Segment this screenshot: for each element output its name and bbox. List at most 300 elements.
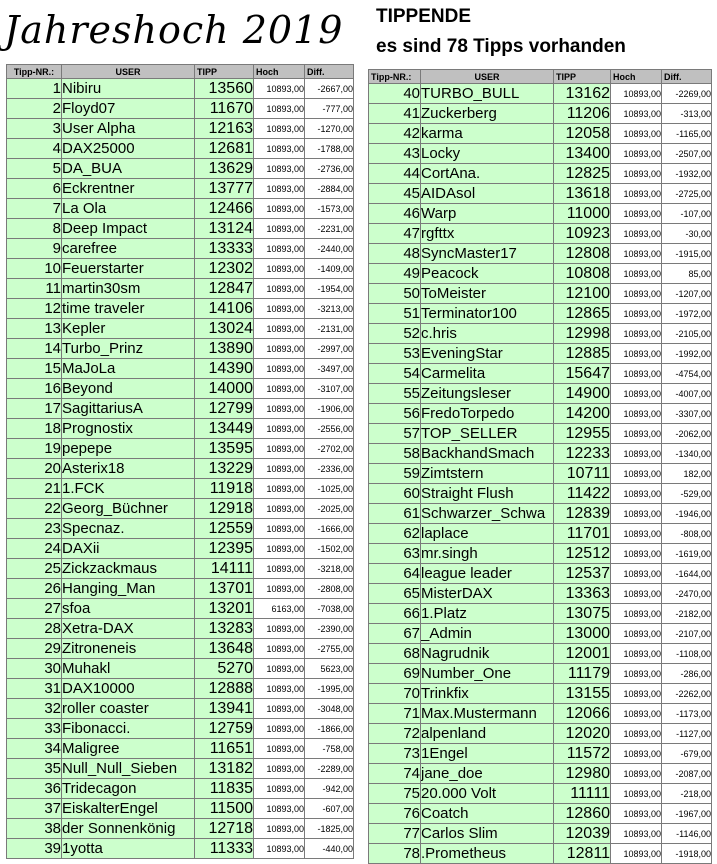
diff-cell: -1967,00 [662,804,712,824]
table-row [7,819,354,839]
user-cell: Nagrudnik [421,644,554,664]
tipp-nr-cell: 12 [7,299,62,319]
tipp-nr-cell: 19 [7,439,62,459]
user-cell: _Admin [421,624,554,644]
hoch-cell: 10893,00 [254,439,305,459]
table-row [369,264,712,284]
diff-cell: -2755,00 [305,639,354,659]
tipp-nr-cell: 11 [7,279,62,299]
tipp-cell: 12466 [195,199,254,219]
tipp-cell: 13229 [195,459,254,479]
tipp-cell: 12888 [195,679,254,699]
tipp-nr-cell: 51 [369,304,421,324]
table-row [7,79,354,99]
user-cell: Warp [421,204,554,224]
hoch-cell: 10893,00 [611,344,662,364]
hoch-cell: 10893,00 [611,584,662,604]
diff-cell: -2470,00 [662,584,712,604]
user-cell: Hanging_Man [62,579,195,599]
tipp-cell: 12885 [554,344,611,364]
user-cell: ToMeister [421,284,554,304]
tipp-nr-cell: 2 [7,99,62,119]
table-row [7,719,354,739]
tipp-nr-cell: 73 [369,744,421,764]
tipp-nr-cell: 64 [369,564,421,584]
tipp-nr-cell: 31 [7,679,62,699]
hoch-cell: 10893,00 [611,744,662,764]
hoch-cell: 10893,00 [611,364,662,384]
diff-cell: -3107,00 [305,379,354,399]
tipp-cell: 11572 [554,744,611,764]
tipp-cell: 11179 [554,664,611,684]
tipp-nr-cell: 18 [7,419,62,439]
tipp-nr-cell: 28 [7,619,62,639]
tipp-nr-cell: 50 [369,284,421,304]
user-cell: TOP_SELLER [421,424,554,444]
hoch-cell: 10893,00 [611,564,662,584]
tipp-cell: 13155 [554,684,611,704]
tipp-nr-cell: 5 [7,159,62,179]
tipp-cell: 13201 [195,599,254,619]
diff-cell: -1165,00 [662,124,712,144]
tippende-heading: TIPPENDE [376,6,472,27]
diff-cell: -2725,00 [662,184,712,204]
hoch-cell: 10893,00 [611,664,662,684]
hoch-cell: 10893,00 [611,424,662,444]
table-row [369,804,712,824]
hoch-cell: 10893,00 [611,784,662,804]
hoch-cell: 10893,00 [254,259,305,279]
diff-cell: -1207,00 [662,284,712,304]
table-row [369,664,712,684]
hoch-cell: 10893,00 [611,224,662,244]
user-cell: 1Engel [421,744,554,764]
tipp-cell: 12918 [195,499,254,519]
user-cell: Beyond [62,379,195,399]
table-row [7,179,354,199]
tipps-table-left [6,64,354,859]
tipp-cell: 14200 [554,404,611,424]
table-row [369,544,712,564]
table-row [7,279,354,299]
hoch-cell: 10893,00 [611,704,662,724]
user-cell: Asterix18 [62,459,195,479]
user-cell: SyncMaster17 [421,244,554,264]
hoch-cell: 10893,00 [611,144,662,164]
table-row [369,444,712,464]
user-cell: Georg_Büchner [62,499,195,519]
user-cell: Zickzackmaus [62,559,195,579]
tipp-cell: 11206 [554,104,611,124]
table-row [7,559,354,579]
tipp-nr-cell: 14 [7,339,62,359]
user-cell: Feuerstarter [62,259,195,279]
user-cell: Eckrentner [62,179,195,199]
tipp-cell: 12100 [554,284,611,304]
user-cell: AIDAsol [421,184,554,204]
diff-cell: -1146,00 [662,824,712,844]
hoch-cell: 10893,00 [611,804,662,824]
diff-cell: -1127,00 [662,724,712,744]
user-cell: mr.singh [421,544,554,564]
col-header-nr: Tipp-NR.: [369,70,421,84]
tipp-cell: 13629 [195,159,254,179]
table-row [7,699,354,719]
user-cell: Carlos Slim [421,824,554,844]
tipp-cell: 13024 [195,319,254,339]
tipp-cell: 11500 [195,799,254,819]
table-row [7,359,354,379]
diff-cell: -2131,00 [305,319,354,339]
table-row [369,644,712,664]
user-cell: Zitroneneis [62,639,195,659]
tipp-nr-cell: 48 [369,244,421,264]
hoch-cell: 10893,00 [611,244,662,264]
tipp-cell: 11835 [195,779,254,799]
diff-cell: -679,00 [662,744,712,764]
diff-cell: -808,00 [662,524,712,544]
hoch-cell: 10893,00 [254,359,305,379]
tipp-nr-cell: 54 [369,364,421,384]
diff-cell: -1992,00 [662,344,712,364]
user-cell: La Ola [62,199,195,219]
table-row [369,724,712,744]
table-row [7,439,354,459]
hoch-cell: 10893,00 [611,104,662,124]
table-row [7,479,354,499]
table-row [369,624,712,644]
table-row [369,104,712,124]
tipp-cell: 12039 [554,824,611,844]
table-row [369,484,712,504]
diff-cell: -1108,00 [662,644,712,664]
table-row [369,224,712,244]
hoch-cell: 10893,00 [254,279,305,299]
user-cell: Coatch [421,804,554,824]
hoch-cell: 10893,00 [254,539,305,559]
user-cell: DAXii [62,539,195,559]
table-row [7,339,354,359]
table-row [369,364,712,384]
tipp-cell: 13124 [195,219,254,239]
user-cell: SagittariusA [62,399,195,419]
tipp-nr-cell: 70 [369,684,421,704]
table-row [7,519,354,539]
hoch-cell: 10893,00 [611,724,662,744]
table-row [369,704,712,724]
tipp-cell: 14900 [554,384,611,404]
user-cell: Schwarzer_Schwa [421,504,554,524]
diff-cell: -218,00 [662,784,712,804]
user-cell: Peacock [421,264,554,284]
table-row [369,204,712,224]
diff-cell: -2107,00 [662,624,712,644]
diff-cell: 182,00 [662,464,712,484]
tipp-cell: 12163 [195,119,254,139]
tipp-cell: 12860 [554,804,611,824]
tipp-nr-cell: 60 [369,484,421,504]
hoch-cell: 10893,00 [611,304,662,324]
hoch-cell: 10893,00 [611,164,662,184]
user-cell: TURBO_BULL [421,84,554,104]
tipp-cell: 13941 [195,699,254,719]
diff-cell: -107,00 [662,204,712,224]
table-row [369,524,712,544]
hoch-cell: 10893,00 [254,119,305,139]
diff-cell: -440,00 [305,839,354,859]
hoch-cell: 10893,00 [254,559,305,579]
table-row [369,564,712,584]
table-row [369,404,712,424]
diff-cell: -313,00 [662,104,712,124]
tipp-cell: 13648 [195,639,254,659]
tipp-cell: 13618 [554,184,611,204]
tipp-cell: 12395 [195,539,254,559]
table-row [7,319,354,339]
hoch-cell: 10893,00 [611,604,662,624]
user-cell: Xetra-DAX [62,619,195,639]
diff-cell: -1573,00 [305,199,354,219]
tipp-cell: 12001 [554,644,611,664]
diff-cell: -1995,00 [305,679,354,699]
tipp-nr-cell: 39 [7,839,62,859]
diff-cell: -286,00 [662,664,712,684]
tipp-cell: 11701 [554,524,611,544]
hoch-cell: 10893,00 [254,339,305,359]
diff-cell: -1972,00 [662,304,712,324]
tipp-nr-cell: 32 [7,699,62,719]
tipp-nr-cell: 42 [369,124,421,144]
tipp-nr-cell: 26 [7,579,62,599]
tipp-nr-cell: 45 [369,184,421,204]
hoch-cell: 10893,00 [254,379,305,399]
user-cell: rgfttx [421,224,554,244]
tipp-nr-cell: 8 [7,219,62,239]
tipp-cell: 11000 [554,204,611,224]
tipp-nr-cell: 69 [369,664,421,684]
tipp-nr-cell: 34 [7,739,62,759]
table-row [7,419,354,439]
diff-cell: -30,00 [662,224,712,244]
tipp-nr-cell: 43 [369,144,421,164]
hoch-cell: 10893,00 [254,779,305,799]
hoch-cell: 10893,00 [254,219,305,239]
hoch-cell: 10893,00 [254,79,305,99]
diff-cell: -2087,00 [662,764,712,784]
user-cell: Turbo_Prinz [62,339,195,359]
col-header-hoch: Hoch [611,70,662,84]
table-row [369,384,712,404]
tipp-nr-cell: 56 [369,404,421,424]
user-cell: Terminator100 [421,304,554,324]
tipp-cell: 14111 [195,559,254,579]
table-row [7,159,354,179]
tipp-cell: 13075 [554,604,611,624]
table-row [369,424,712,444]
diff-cell: -1409,00 [305,259,354,279]
tipp-cell: 12233 [554,444,611,464]
tipp-cell: 14106 [195,299,254,319]
col-header-user: USER [62,65,195,79]
hoch-cell: 10893,00 [254,399,305,419]
col-header-tipp: TIPP [554,70,611,84]
user-cell: Trinkfix [421,684,554,704]
diff-cell: -2667,00 [305,79,354,99]
table-row [369,584,712,604]
table-row [7,599,354,619]
user-cell: Zeitungsleser [421,384,554,404]
tipp-cell: 11422 [554,484,611,504]
user-cell: 20.000 Volt [421,784,554,804]
table-row [369,604,712,624]
user-cell: Muhakl [62,659,195,679]
diff-cell: -3213,00 [305,299,354,319]
tipp-nr-cell: 30 [7,659,62,679]
table-row [369,684,712,704]
diff-cell: -1502,00 [305,539,354,559]
user-cell: 1.Platz [421,604,554,624]
diff-cell: -1825,00 [305,819,354,839]
tipp-cell: 13701 [195,579,254,599]
table-row [7,139,354,159]
diff-cell: -3218,00 [305,559,354,579]
user-cell: Floyd07 [62,99,195,119]
tipp-cell: 13400 [554,144,611,164]
tipp-cell: 12537 [554,564,611,584]
tipp-cell: 15647 [554,364,611,384]
table-row [7,639,354,659]
tipp-cell: 12808 [554,244,611,264]
tipp-cell: 12681 [195,139,254,159]
diff-cell: -607,00 [305,799,354,819]
hoch-cell: 10893,00 [254,319,305,339]
hoch-cell: 10893,00 [611,84,662,104]
table-row [7,579,354,599]
tipp-cell: 13182 [195,759,254,779]
tipp-nr-cell: 40 [369,84,421,104]
table-row [369,464,712,484]
user-cell: Zimtstern [421,464,554,484]
user-cell: Number_One [421,664,554,684]
table-row [7,839,354,859]
tipp-nr-cell: 71 [369,704,421,724]
tipp-nr-cell: 55 [369,384,421,404]
tipps-table-right [368,69,712,864]
hoch-cell: 10893,00 [254,239,305,259]
hoch-cell: 10893,00 [611,404,662,424]
table-row [369,164,712,184]
table-row [7,739,354,759]
table-row [369,184,712,204]
tipp-cell: 13777 [195,179,254,199]
table-row [7,239,354,259]
diff-cell: -1619,00 [662,544,712,564]
tipp-nr-cell: 58 [369,444,421,464]
tipp-cell: 13595 [195,439,254,459]
user-cell: DAX25000 [62,139,195,159]
diff-cell: -2336,00 [305,459,354,479]
table-row [7,259,354,279]
tipp-cell: 11651 [195,739,254,759]
tipp-nr-cell: 13 [7,319,62,339]
tipp-cell: 12980 [554,764,611,784]
tipp-cell: 13162 [554,84,611,104]
diff-cell: -2262,00 [662,684,712,704]
hoch-cell: 10893,00 [611,384,662,404]
tipp-nr-cell: 23 [7,519,62,539]
tipp-cell: 13363 [554,584,611,604]
diff-cell: 85,00 [662,264,712,284]
user-cell: der Sonnenkönig [62,819,195,839]
table-row [369,344,712,364]
table-row [369,284,712,304]
tipp-cell: 13890 [195,339,254,359]
diff-cell: -1906,00 [305,399,354,419]
tipp-cell: 12847 [195,279,254,299]
col-header-hoch: Hoch [254,65,305,79]
hoch-cell: 10893,00 [254,579,305,599]
tipp-cell: 12559 [195,519,254,539]
hoch-cell: 10893,00 [611,484,662,504]
tipp-nr-cell: 21 [7,479,62,499]
page-title: Jahreshoch 2019 [4,8,344,52]
diff-cell: -4754,00 [662,364,712,384]
col-header-tipp: TIPP [195,65,254,79]
tipp-cell: 12058 [554,124,611,144]
tipp-nr-cell: 68 [369,644,421,664]
col-header-diff: Diff. [305,65,354,79]
hoch-cell: 10893,00 [254,159,305,179]
table-row [7,679,354,699]
tipp-nr-cell: 49 [369,264,421,284]
hoch-cell: 10893,00 [611,764,662,784]
diff-cell: -1666,00 [305,519,354,539]
hoch-cell: 10893,00 [254,739,305,759]
hoch-cell: 10893,00 [254,659,305,679]
diff-cell: -1918,00 [662,844,712,864]
user-cell: Carmelita [421,364,554,384]
diff-cell: -2269,00 [662,84,712,104]
tipp-nr-cell: 35 [7,759,62,779]
table-row [7,539,354,559]
diff-cell: -1270,00 [305,119,354,139]
tipp-cell: 14390 [195,359,254,379]
tipp-nr-cell: 57 [369,424,421,444]
tipp-nr-cell: 3 [7,119,62,139]
tipp-cell: 13560 [195,79,254,99]
user-cell: Nibiru [62,79,195,99]
tipp-nr-cell: 61 [369,504,421,524]
tipp-cell: 12825 [554,164,611,184]
diff-cell: -7038,00 [305,599,354,619]
hoch-cell: 10893,00 [254,839,305,859]
user-cell: Null_Null_Sieben [62,759,195,779]
user-cell: DA_BUA [62,159,195,179]
table-row [369,144,712,164]
user-cell: MisterDAX [421,584,554,604]
table-row [7,799,354,819]
hoch-cell: 10893,00 [254,299,305,319]
diff-cell: 5623,00 [305,659,354,679]
hoch-cell: 10893,00 [611,544,662,564]
user-cell: martin30sm [62,279,195,299]
tipp-nr-cell: 76 [369,804,421,824]
user-cell: time traveler [62,299,195,319]
table-row [369,504,712,524]
table-row [7,399,354,419]
hoch-cell: 10893,00 [254,799,305,819]
hoch-cell: 10893,00 [254,519,305,539]
